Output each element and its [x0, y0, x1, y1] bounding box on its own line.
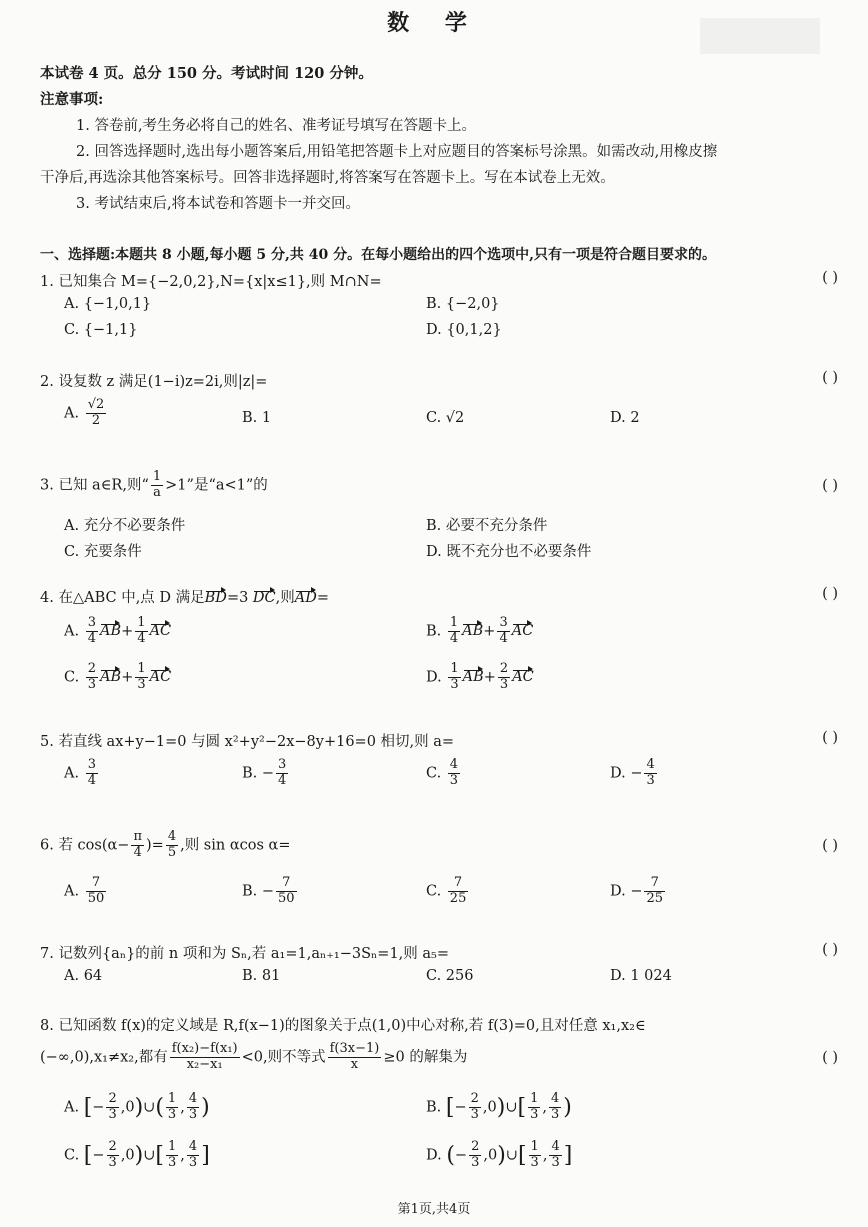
q2-a-label: A.: [64, 405, 80, 422]
q4-option-a: A. $\frac{3}{4}$ AB+ $\frac{1}{4}$ AC: [64, 615, 172, 646]
notice-heading: 注意事项:: [40, 91, 104, 108]
q5-stem: 5. 若直线 ax+y−1=0 与圆 x²+y²−2x−8y+16=0 相切,则 a=: [40, 734, 455, 750]
q3-stem: 3. 已知 a∈R,则“ $\frac{1}{a}$ >1”是“a<1”的: [40, 469, 268, 500]
notice-2-cont: 干净后,再选涂其他答案标号。回答非选择题时,将答案写在答题卡上。写在本试卷上无效。: [40, 170, 615, 186]
q6-option-d: D. − $\frac{7}{25}$: [610, 875, 664, 906]
q4-option-b: B. $\frac{1}{4}$ AB+ $\frac{3}{4}$ AC: [426, 615, 534, 646]
q3-option-a: A. 充分不必要条件: [64, 518, 186, 534]
q8-option-b: B. [− $\frac{2}{3}$ ,0)∪[ $\frac{1}{3}$ , $\frac{4}{3}$ ): [426, 1091, 572, 1122]
q3-fraction: $\frac{1}{a}$: [152, 469, 162, 500]
q6-option-a: A. $\frac{7}{50}$: [64, 875, 105, 906]
q2-option-a: [64, 398, 108, 429]
q7-option-a: A. 64: [64, 968, 103, 984]
q4-stem: 4. 在△ABC 中,点 D 满足BD=3 DC,则AD=: [40, 590, 330, 606]
q5-option-b: B. − $\frac{3}{4}$: [242, 757, 287, 788]
q1-answer-paren: ( ): [822, 270, 838, 286]
q4-answer-paren: ( ): [822, 586, 838, 602]
q8-answer-paren: ( ): [822, 1050, 838, 1066]
q5-answer-paren: ( ): [822, 730, 838, 746]
q3-option-c: C. 充要条件: [64, 544, 142, 560]
q8-option-a: A. [− $\frac{2}{3}$ ,0)∪( $\frac{1}{3}$ , $\frac{4}{3}$ ): [64, 1091, 210, 1122]
q6-stem: 6. 若 cos(α− $\frac{\pi}{4}$ )= $\frac{4}{5}$ ,则 sin αcos α=: [40, 829, 291, 860]
q3-answer-paren: ( ): [822, 478, 838, 494]
q1-option-d: D. {0,1,2}: [426, 322, 502, 338]
q4-option-c: C. $\frac{2}{3}$ AB+ $\frac{1}{3}$ AC: [64, 661, 172, 692]
q7-option-b: B. 81: [242, 968, 281, 984]
q7-stem: 7. 记数列{aₙ}的前 n 项和为 Sₙ,若 a₁=1,aₙ₊₁−3Sₙ=1,则 a₅=: [40, 946, 450, 962]
q7-answer-paren: ( ): [822, 942, 838, 958]
q3-option-b: B. 必要不充分条件: [426, 518, 548, 534]
q5-option-c: C. $\frac{4}{3}$: [426, 757, 459, 788]
q4-option-d: D. $\frac{1}{3}$ AB+ $\frac{2}{3}$ AC: [426, 661, 534, 692]
exam-intro: 本试卷 4 页。总分 150 分。考试时间 120 分钟。: [40, 65, 373, 82]
section-heading: 一、选择题:本题共 8 小题,每小题 5 分,共 40 分。在每小题给出的四个选项中,只有一项是符合题目要求的。: [40, 247, 716, 263]
q2-answer-paren: ( ): [822, 370, 838, 386]
q1-option-a: A. {−1,0,1}: [64, 296, 152, 312]
q1-option-c: C. {−1,1}: [64, 322, 138, 338]
q2-option-b: B. 1: [242, 410, 272, 426]
q6-option-b: B. − $\frac{7}{50}$: [242, 875, 295, 906]
page-footer: 第1页,共4页: [397, 1202, 471, 1217]
notice-3: 3. 考试结束后,将本试卷和答题卡一并交回。: [76, 196, 361, 212]
q5-option-d: D. − $\frac{4}{3}$: [610, 757, 655, 788]
q6-option-c: C. $\frac{7}{25}$: [426, 875, 467, 906]
q3-option-d: D. 既不充分也不必要条件: [426, 544, 592, 560]
q8-stem-line1: 8. 已知函数 f(x)的定义域是 R,f(x−1)的图象关于点(1,0)中心对称,若 f(3)=0,且对任意 x₁,x₂∈: [40, 1018, 646, 1034]
q2-option-c: C. √2: [426, 410, 465, 426]
page-title: 数 学: [387, 10, 481, 36]
notice-2: 2. 回答选择题时,选出每小题答案后,用铅笔把答题卡上对应题目的答案标号涂黑。如需改动,用橡皮擦: [76, 144, 718, 160]
q1-option-b: B. {−2,0}: [426, 296, 500, 312]
q2-a-fraction: $\frac{√2}{2}$: [87, 397, 105, 428]
q1-stem: 1. 已知集合 M={−2,0,2},N={x|x≤1},则 M∩N=: [40, 274, 382, 290]
notice-1: 1. 答卷前,考生务必将自己的姓名、准考证号填写在答题卡上。: [76, 118, 477, 134]
q8-stem-line2: (−∞,0),x₁≠x₂,都有 $\frac{\text{f(x₂)−f(x₁)}}{\text{x₂−x₁}}$ <0,则不等式 $\frac{f(3x-1)}{x}$ ≥0 的解集为: [40, 1041, 468, 1072]
q8-option-d: D. (− $\frac{2}{3}$ ,0)∪[ $\frac{1}{3}$ , $\frac{4}{3}$ ]: [426, 1139, 573, 1170]
q8-option-c: C. [− $\frac{2}{3}$ ,0)∪[ $\frac{1}{3}$ , $\frac{4}{3}$ ]: [64, 1139, 210, 1170]
q7-option-c: C. 256: [426, 968, 474, 984]
q5-option-a: A. $\frac{3}{4}$: [64, 757, 96, 788]
q7-option-d: D. 1 024: [610, 968, 672, 984]
q2-stem: 2. 设复数 z 满足(1−i)z=2i,则|z|=: [40, 374, 268, 390]
q6-answer-paren: ( ): [822, 838, 838, 854]
q2-option-d: D. 2: [610, 410, 640, 426]
